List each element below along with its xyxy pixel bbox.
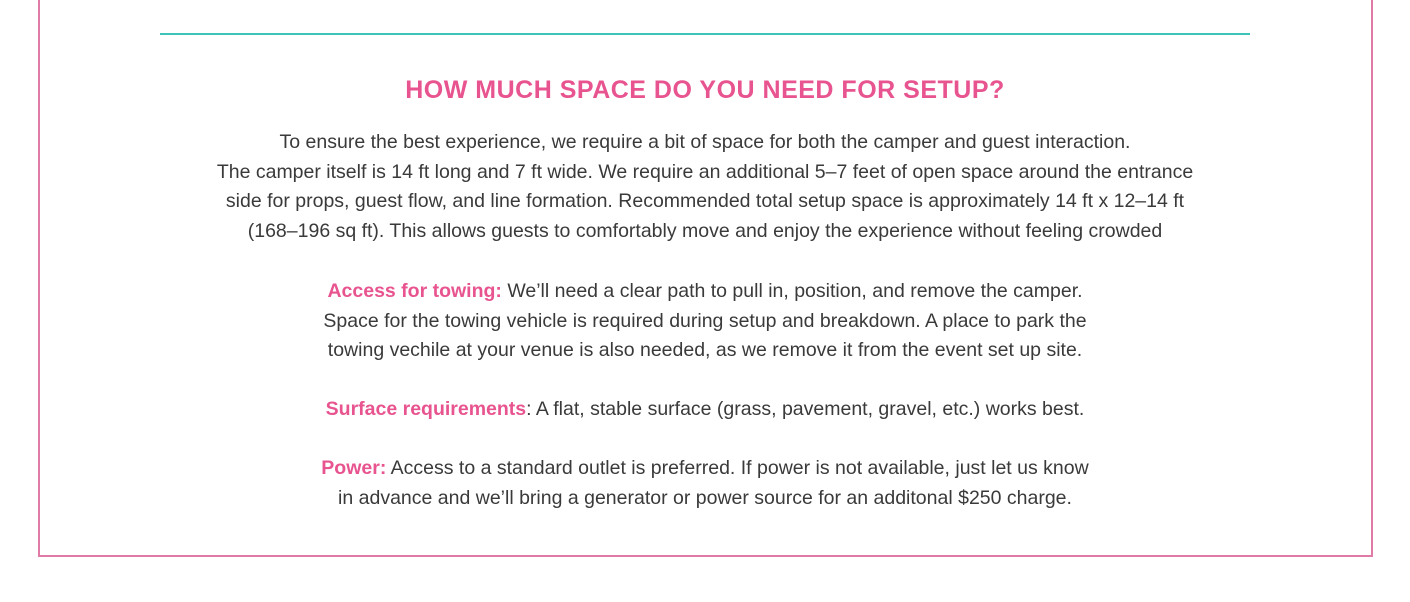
surface-paragraph	[0, 395, 1410, 425]
towing-line: Space for the towing vehicle is required during setup and breakdown. A place to park the	[323, 309, 1087, 332]
intro-line: To ensure the best experience, we require a bit of space for both the camper and guest interaction.	[279, 131, 1131, 153]
section-heading: HOW MUCH SPACE DO YOU NEED FOR SETUP?	[405, 76, 1005, 104]
power-label: Power:	[321, 457, 387, 479]
surface-label: Surface requirements	[325, 398, 527, 420]
intro-paragraph	[0, 128, 1410, 247]
surface-line	[0, 395, 1410, 425]
power-text: Access to a standard outlet is preferred. If power is not available, just let us know	[386, 457, 1089, 479]
intro-line: (168–196 sq ft). This allows guests to comfortably move and enjoy the experience without feeling crowded	[247, 220, 1163, 243]
towing-line: towing vechile at your venue is also needed, as we remove it from the event set up site.	[327, 339, 1083, 362]
towing-line	[0, 277, 1410, 307]
towing-label: Access for towing:	[327, 280, 502, 302]
surface-text: : A flat, stable surface (grass, pavement, gravel, etc.) works best.	[526, 398, 1085, 420]
intro-line: The camper itself is 14 ft long and 7 ft wide. We require an additional 5–7 feet of open space around the entrance	[216, 160, 1194, 183]
towing-text: We’ll need a clear path to pull in, position, and remove the camper.	[501, 280, 1083, 302]
power-line	[0, 454, 1410, 484]
power-paragraph	[0, 454, 1410, 513]
towing-paragraph	[0, 277, 1410, 366]
teal-divider	[160, 33, 1250, 35]
intro-line: side for props, guest flow, and line formation. Recommended total setup space is approximately 14 ft x 12–14 ft	[225, 190, 1185, 213]
power-line: in advance and we’ll bring a generator or power source for an additonal $250 charge.	[338, 486, 1072, 509]
